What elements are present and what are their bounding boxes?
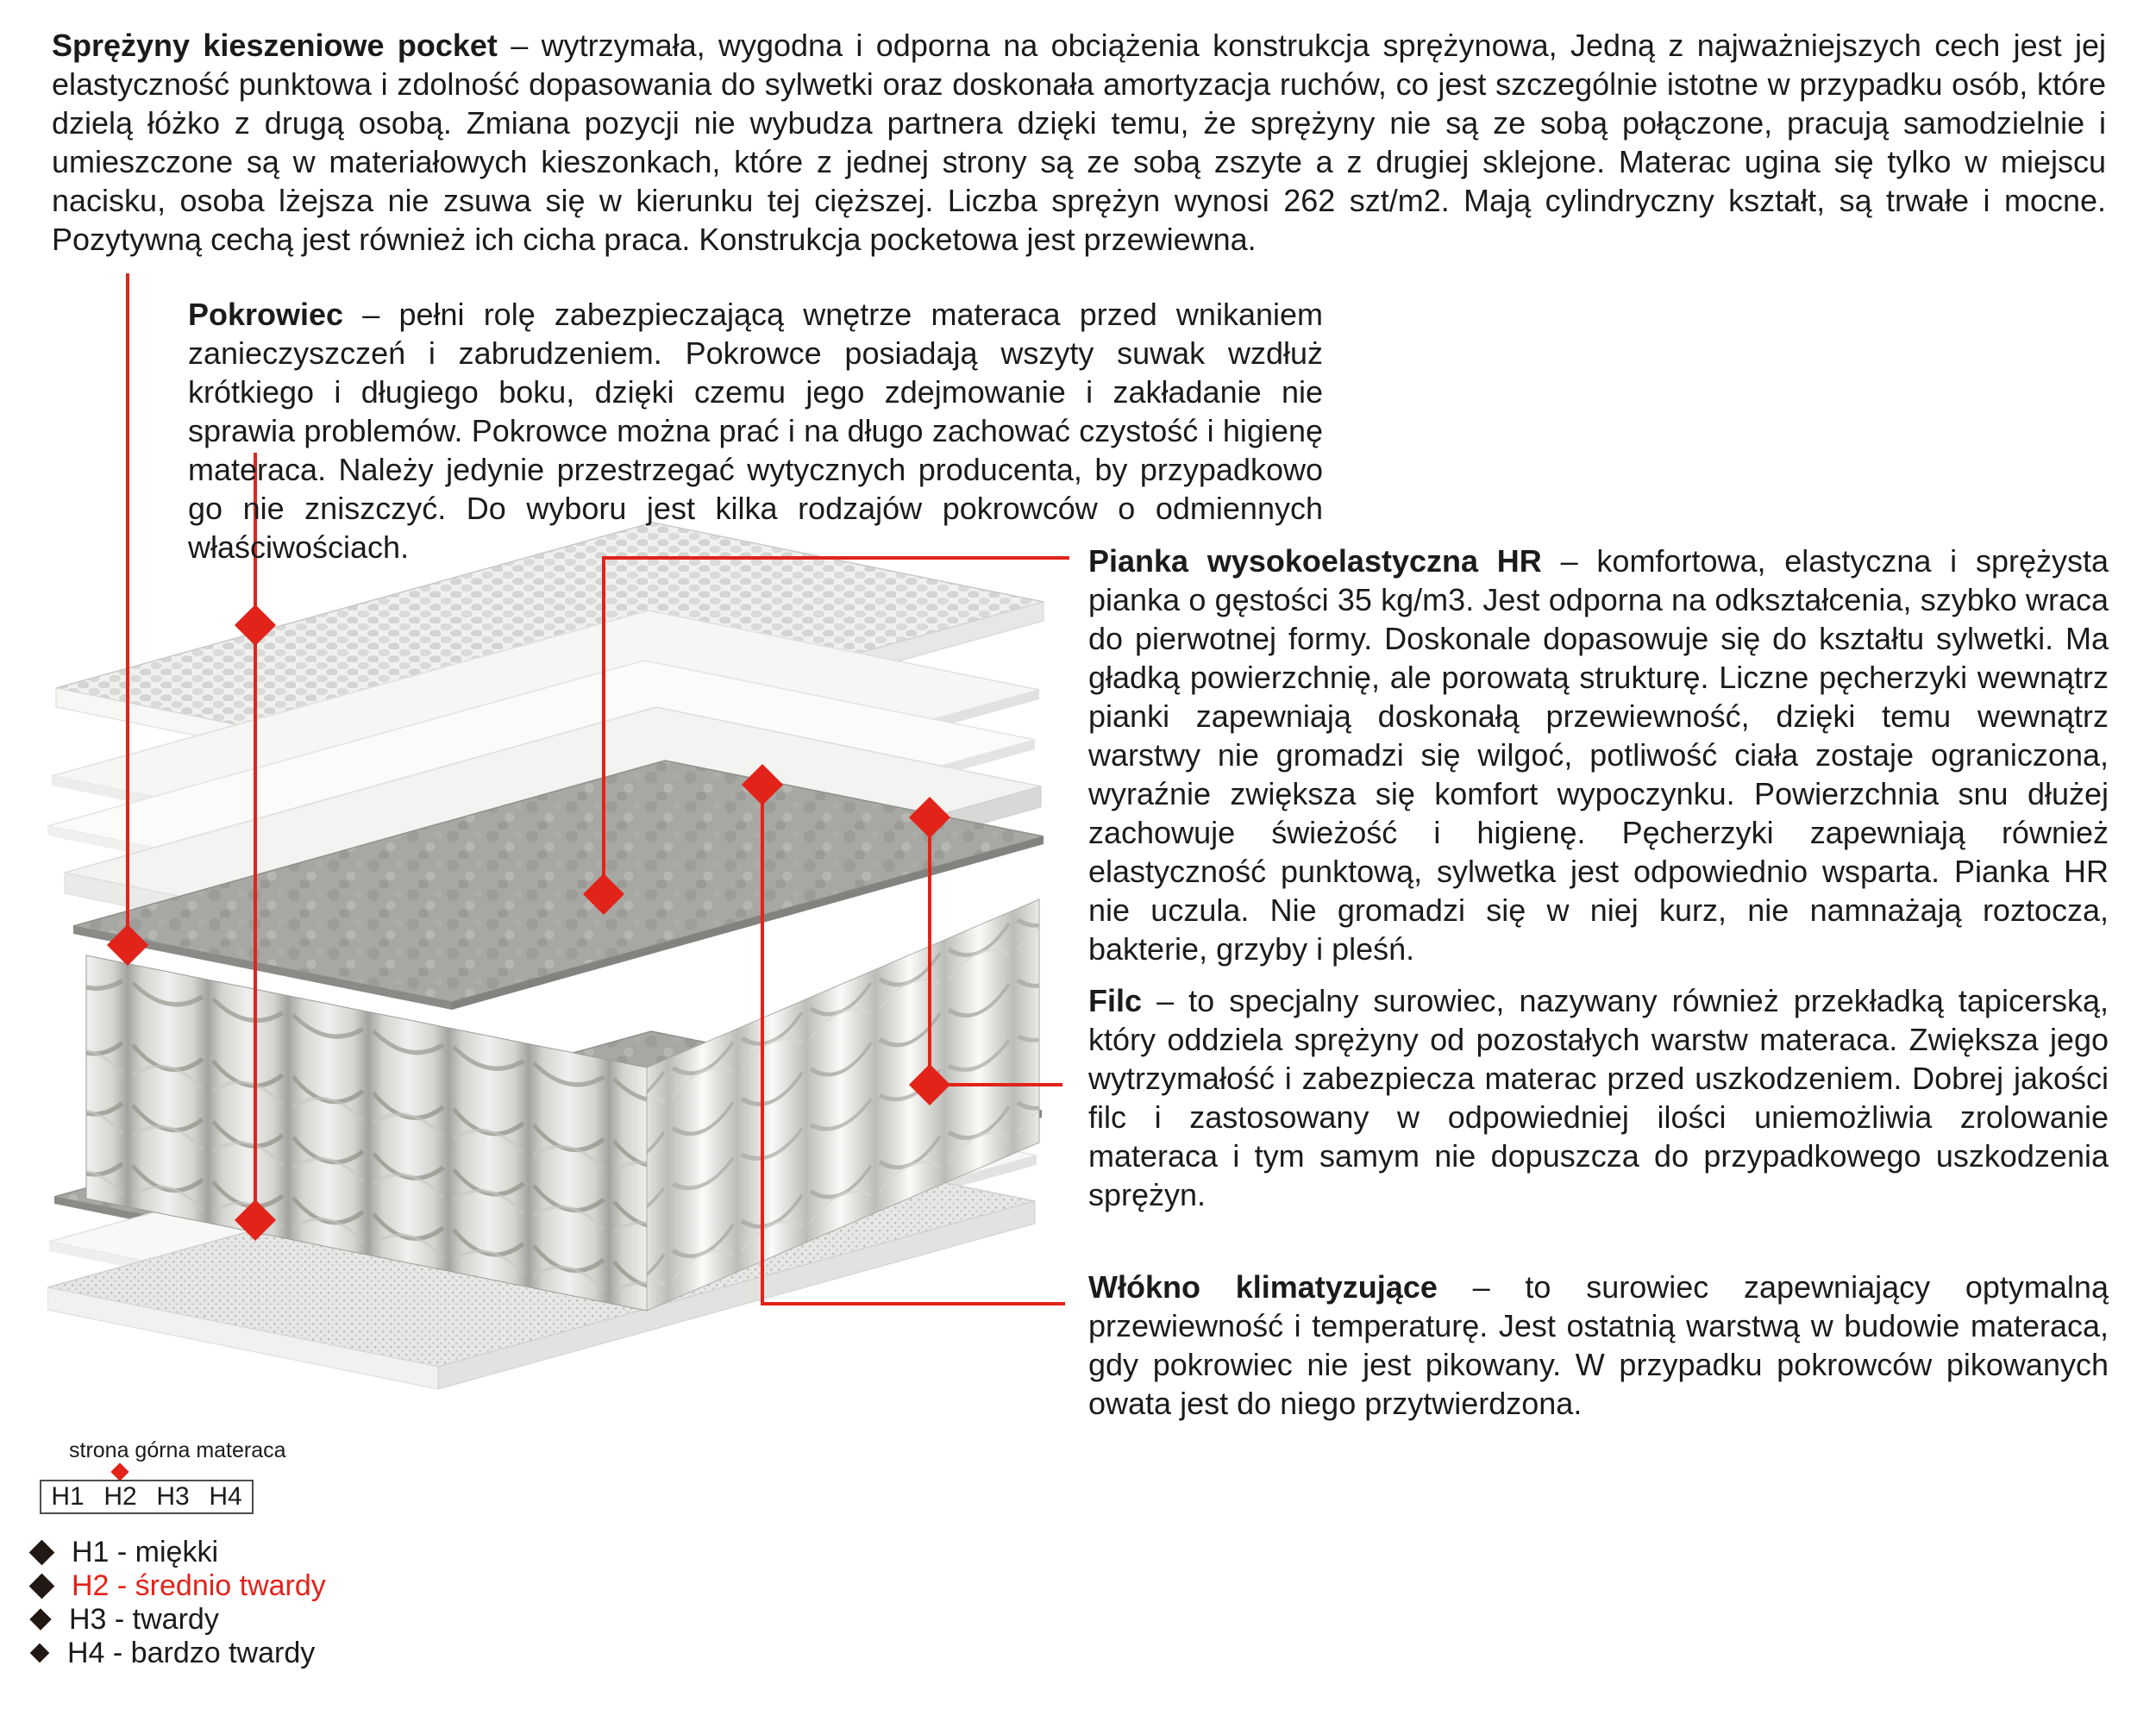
leader-pianka-line-vertical	[602, 556, 605, 894]
section-pokrowiec-body: – pełni rolę zabezpieczającą wnętrze materaca przed wnikaniem zanieczyszczeń i zabrudzeniem. Pokrowce posiadają wszyty suwak wzdłuż krótkiego i długiego boku, dzięki czemu jego zdejmowanie i zakładanie nie sprawia problemów. Pokrowce można prać i na długo zachować czystość i higienę materaca. Należy jedynie przestrzegać wytycznych producenta, by przypadkowo go nie zniszczyć. Do wyboru jest kilka rodzajów pokrowców o odmiennych właściwościach.	[188, 297, 1323, 565]
hardness-level-h3: H3	[156, 1482, 190, 1511]
leader-pokrowiec-line	[254, 453, 257, 1222]
hardness-top-side-label: strona górna materaca	[69, 1438, 286, 1462]
section-filc-body: – to specjalny surowiec, nazywany również przekładką tapicerską, który oddziela sprężyny od pozostałych warstw materaca. Zwiększa jego wytrzymałość i zabezpiecza materac przed uszkodzeniem. Dobrej jakości filc i zastosowany w odpowiedniej ilości uniemożliwia zrolowanie materaca i tym samym nie dopuszcza do przypadkowego uszkodzenia sprężyn.	[1088, 983, 2109, 1212]
legend-item-h3	[33, 1602, 219, 1637]
legend-h1-diamond-icon	[29, 1539, 55, 1565]
legend-h3-label: H3 - twardy	[69, 1602, 219, 1636]
hardness-level-h1: H1	[51, 1482, 85, 1511]
section-pokrowiec	[188, 295, 1323, 567]
section-sprezyny	[52, 26, 2106, 259]
section-filc-heading: Filc	[1088, 983, 1143, 1018]
legend-h2-label: H2 - średnio twardy	[72, 1568, 326, 1602]
leader-wlokno-line-horizontal	[761, 1302, 1065, 1305]
section-pianka	[1088, 542, 2109, 968]
legend-h4-diamond-icon	[30, 1643, 50, 1663]
hardness-level-h2: H2	[103, 1482, 137, 1511]
section-sprezyny-body: – wytrzymała, wygodna i odporna na obciążenia konstrukcja sprężynowa, Jedną z najważniejszych cech jest jej elastyczność punktowa i zdolność dopasowania do sylwetki oraz doskonała amortyzacja ruchów, co jest szczególnie istotne w przypadku osób, które dzielą łóżko z drugą osobą. Zmiana pozycji nie wybudza partnera dzięki temu, że sprężyny nie są ze sobą połączone, pracują samodzielnie i umieszczone są w materiałowych kieszonkach, które z jednej strony są ze sobą zszyte a z drugiej sklejone. Materac ugina się tylko w miejscu nacisku, osoba lżejsza nie zsuwa się w kierunku tej cięższej. Liczba sprężyn wynosi 262 szt/m2. Mają cylindryczny kształt, są trwałe i mocne. Pozytywną cechą jest również ich cicha praca. Konstrukcja pocketowa jest przewiewna.	[52, 28, 2106, 257]
section-wlokno-heading: Włókno klimatyzujące	[1088, 1269, 1438, 1305]
leader-wlokno-line-vertical	[761, 785, 764, 1305]
hardness-level-h4: H4	[209, 1482, 242, 1511]
section-filc	[1088, 981, 2109, 1214]
legend-item-h1	[33, 1535, 218, 1569]
section-pianka-body: – komfortowa, elastyczna i sprężysta pianka o gęstości 35 kg/m3. Jest odporna na odkształcenia, szybko wraca do pierwotnej formy. Doskonale dopasowuje się do kształtu sylwetki. Ma gładką powierzchnię, ale porowatą strukturę. Liczne pęcherzyki wewnątrz pianki zapewniają doskonałą przewiewność, dzięki temu wewnątrz warstwy nie gromadzi się wilgoć, potliwość ciała zostaje ograniczona, wyraźnie zwiększa się komfort wypoczynku. Powierzchnia snu dłużej zachowuje świeżość i higienę. Pęcherzyki zapewniają również elastyczność punktową, sylwetka jest odpowiednio wsparta. Pianka HR nie uczula. Nie gromadzi się w niej kurz, nie namnażają roztocza, bakterie, grzyby i pleśń.	[1088, 543, 2109, 967]
legend-h3-diamond-icon	[29, 1608, 51, 1630]
legend-item-h4	[33, 1636, 315, 1670]
section-wlokno	[1088, 1268, 2109, 1423]
mattress-illustration	[47, 507, 1048, 1391]
legend-h4-label: H4 - bardzo twardy	[67, 1636, 316, 1669]
legend-h2-diamond-icon	[29, 1573, 55, 1599]
hardness-selected-marker-diamond-icon	[110, 1462, 128, 1481]
leader-filc-line-vertical	[928, 817, 931, 1085]
section-pianka-heading: Pianka wysokoelastyczna HR	[1088, 543, 1542, 579]
leader-sprezyny-line	[126, 273, 129, 945]
legend-item-h2	[33, 1568, 326, 1603]
section-sprezyny-heading: Sprężyny kieszeniowe pocket	[52, 28, 498, 63]
legend-h1-label: H1 - miękki	[72, 1535, 219, 1568]
section-pokrowiec-heading: Pokrowiec	[188, 297, 344, 332]
hardness-scale-table	[40, 1480, 254, 1514]
section-wlokno-body: – to surowiec zapewniający optymalną przewiewność i temperaturę. Jest ostatnią warstwą w budowie materaca, gdy pokrowiec nie jest pikowany. W przypadku pokrowców pikowanych owata jest do niego przytwierdzona.	[1088, 1269, 2109, 1421]
